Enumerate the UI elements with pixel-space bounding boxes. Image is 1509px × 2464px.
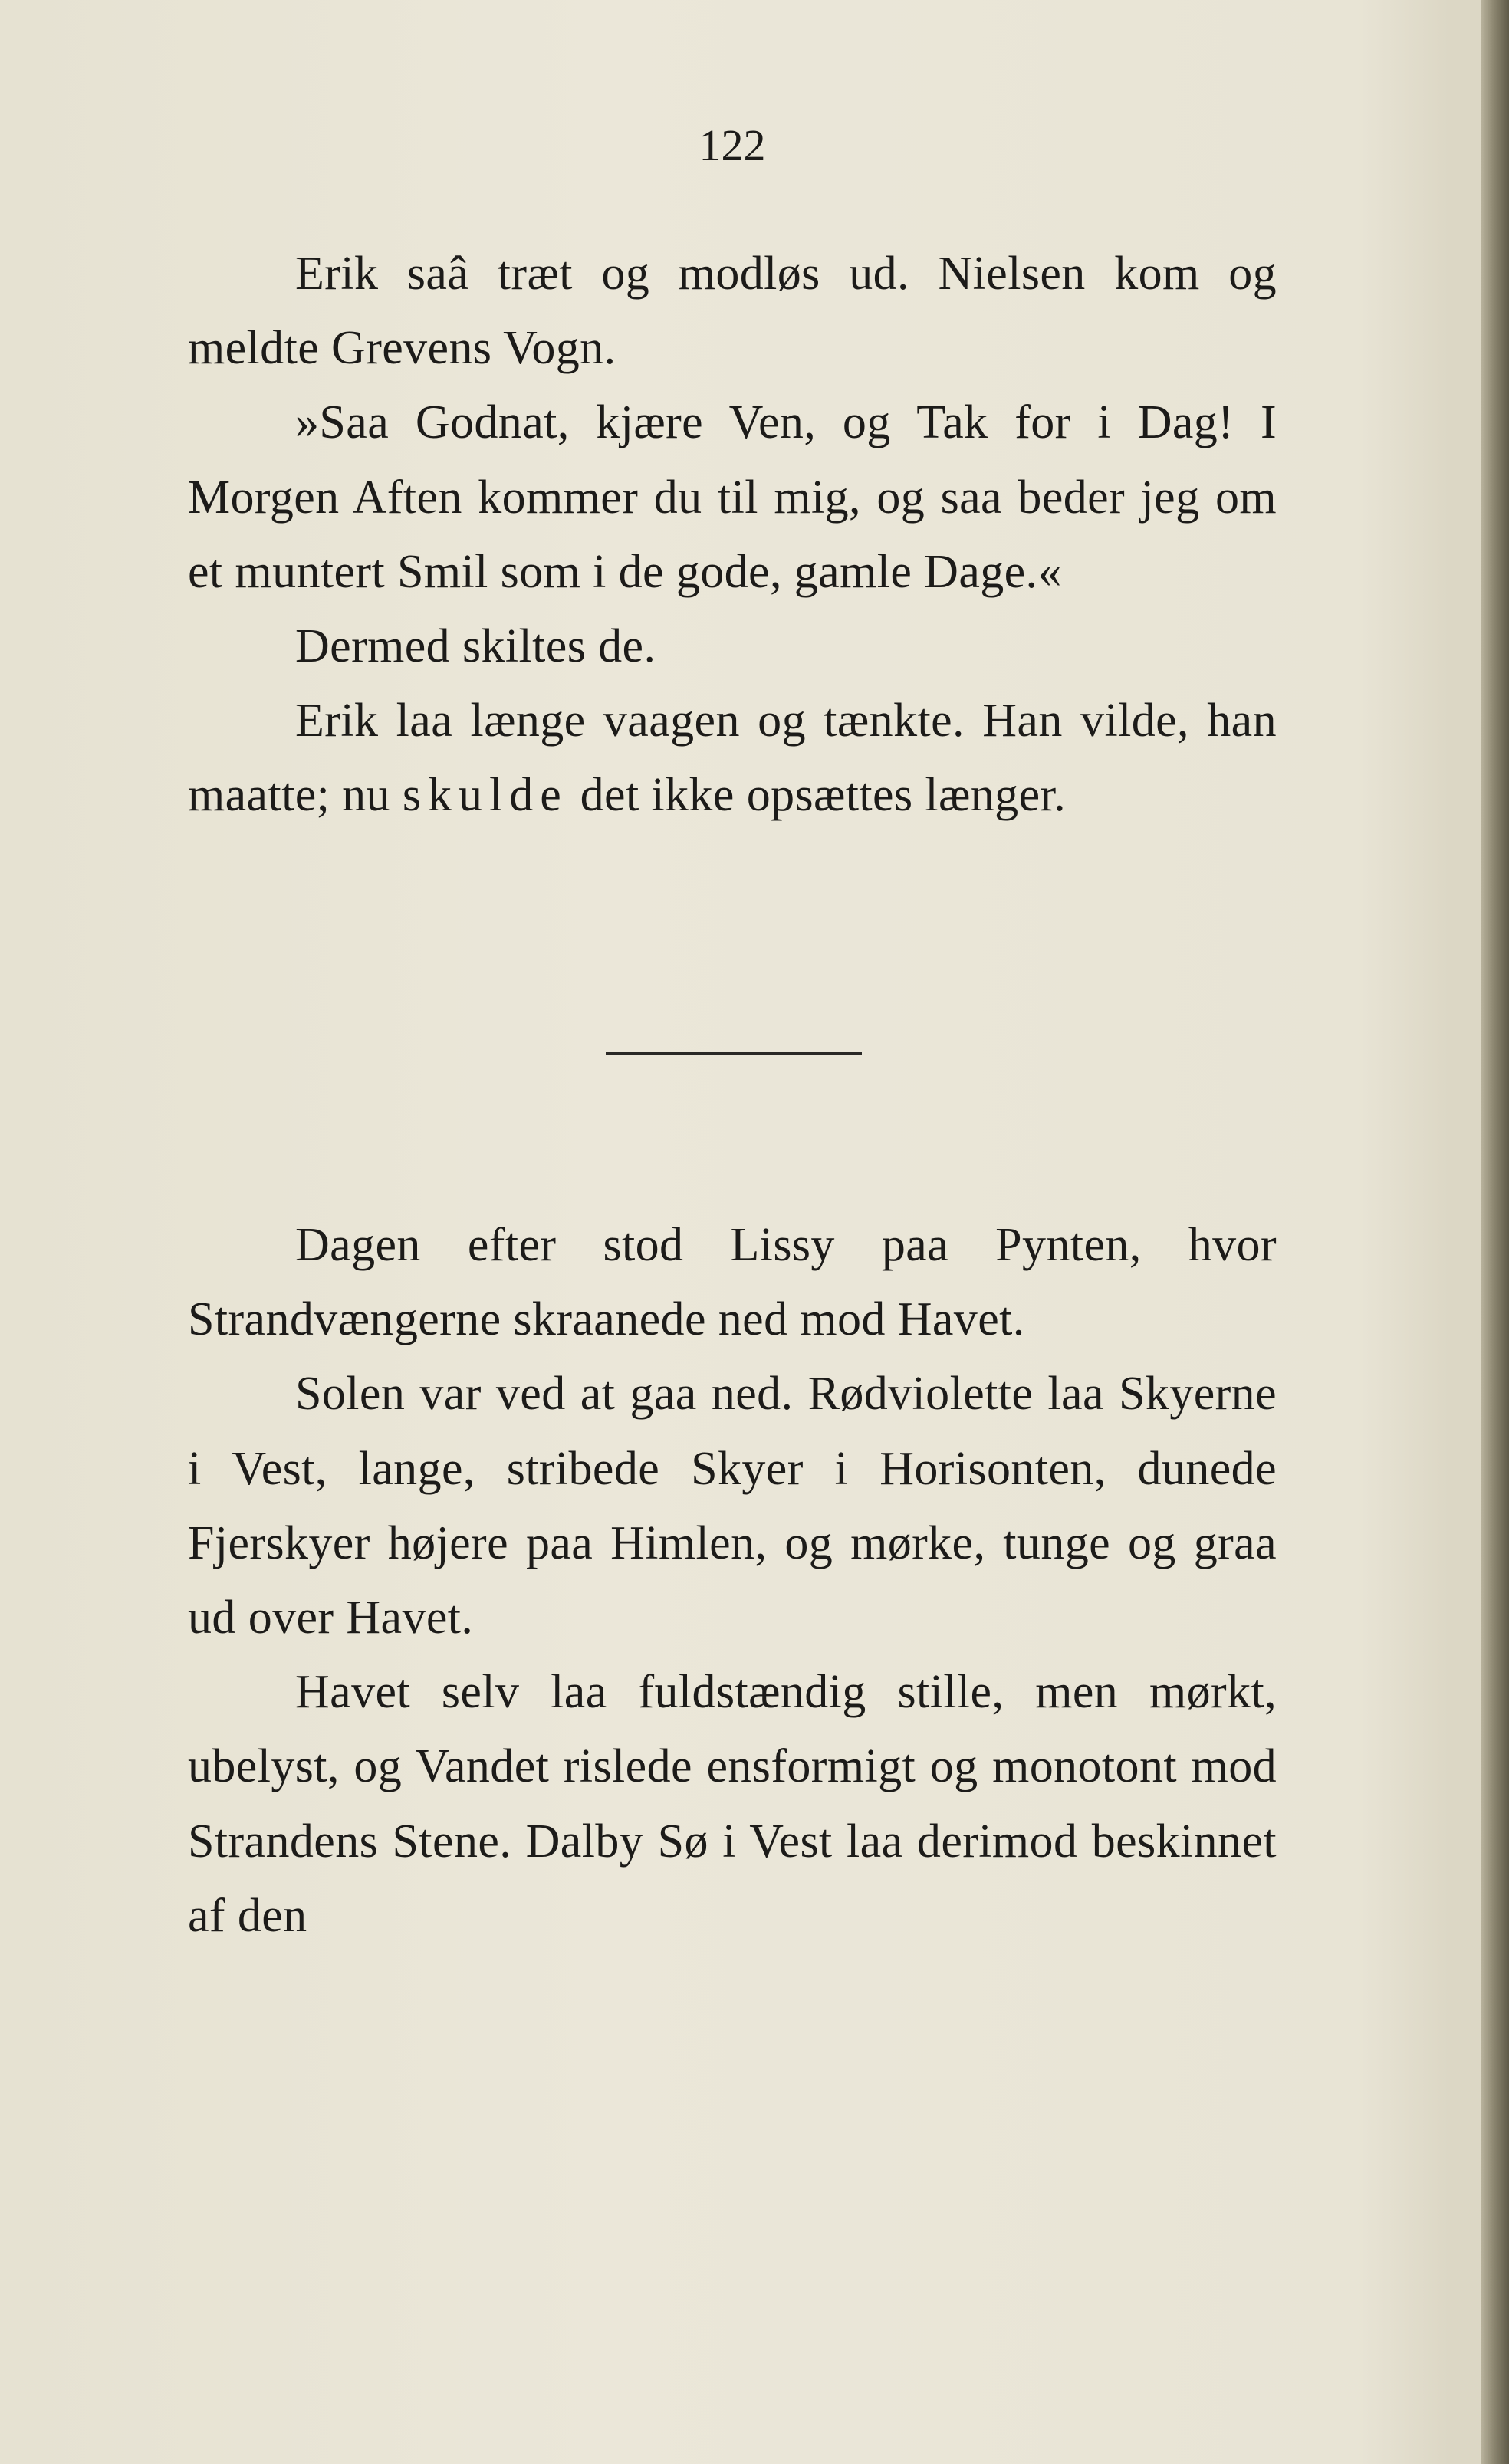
paragraph: Erik saâ træt og modløs ud. Nielsen kom og meldte Grevens Vogn.: [188, 248, 1277, 375]
paragraph: [188, 684, 1277, 833]
emphasized-word: skulde: [402, 769, 568, 822]
text-section-2: [188, 1208, 1277, 1953]
paragraph: »Saa Godnat, kjære Ven, og Tak for i Dag! I Morgen Aften kommer du til mig, og saa beder jeg om et muntert Smil som i de gode, gamle Dage.«: [188, 396, 1277, 598]
paragraph: Solen var ved at gaa ned. Rødviolette laa Skyerne i Vest, lange, stribede Skyer i Horisonten, dunede Fjerskyer højere paa Himlen, og mørke, tunge og graa ud over Havet.: [188, 1368, 1277, 1644]
paragraph: Dermed skiltes de.: [295, 620, 656, 673]
paragraph-text: det ikke opsættes længer.: [567, 769, 1067, 822]
paragraph: Havet selv laa fuldstændig stille, men mørkt, ubelyst, og Vandet rislede ensformigt og monotont mod Strandens Stene. Dalby Sø i Vest laa derimod beskinnet af den: [188, 1666, 1277, 1942]
page-edge-shadow: [1481, 0, 1509, 2464]
paragraph-text: Erik laa længe vaagen og tænkte. Han vilde, han maatte; nu: [188, 695, 1277, 822]
page-number: 122: [699, 120, 766, 170]
paragraph: Dagen efter stod Lissy paa Pynten, hvor Strandvængerne skraanede ned mod Havet.: [188, 1219, 1277, 1346]
text-section-1: [188, 237, 1277, 833]
section-divider: [606, 1052, 862, 1055]
